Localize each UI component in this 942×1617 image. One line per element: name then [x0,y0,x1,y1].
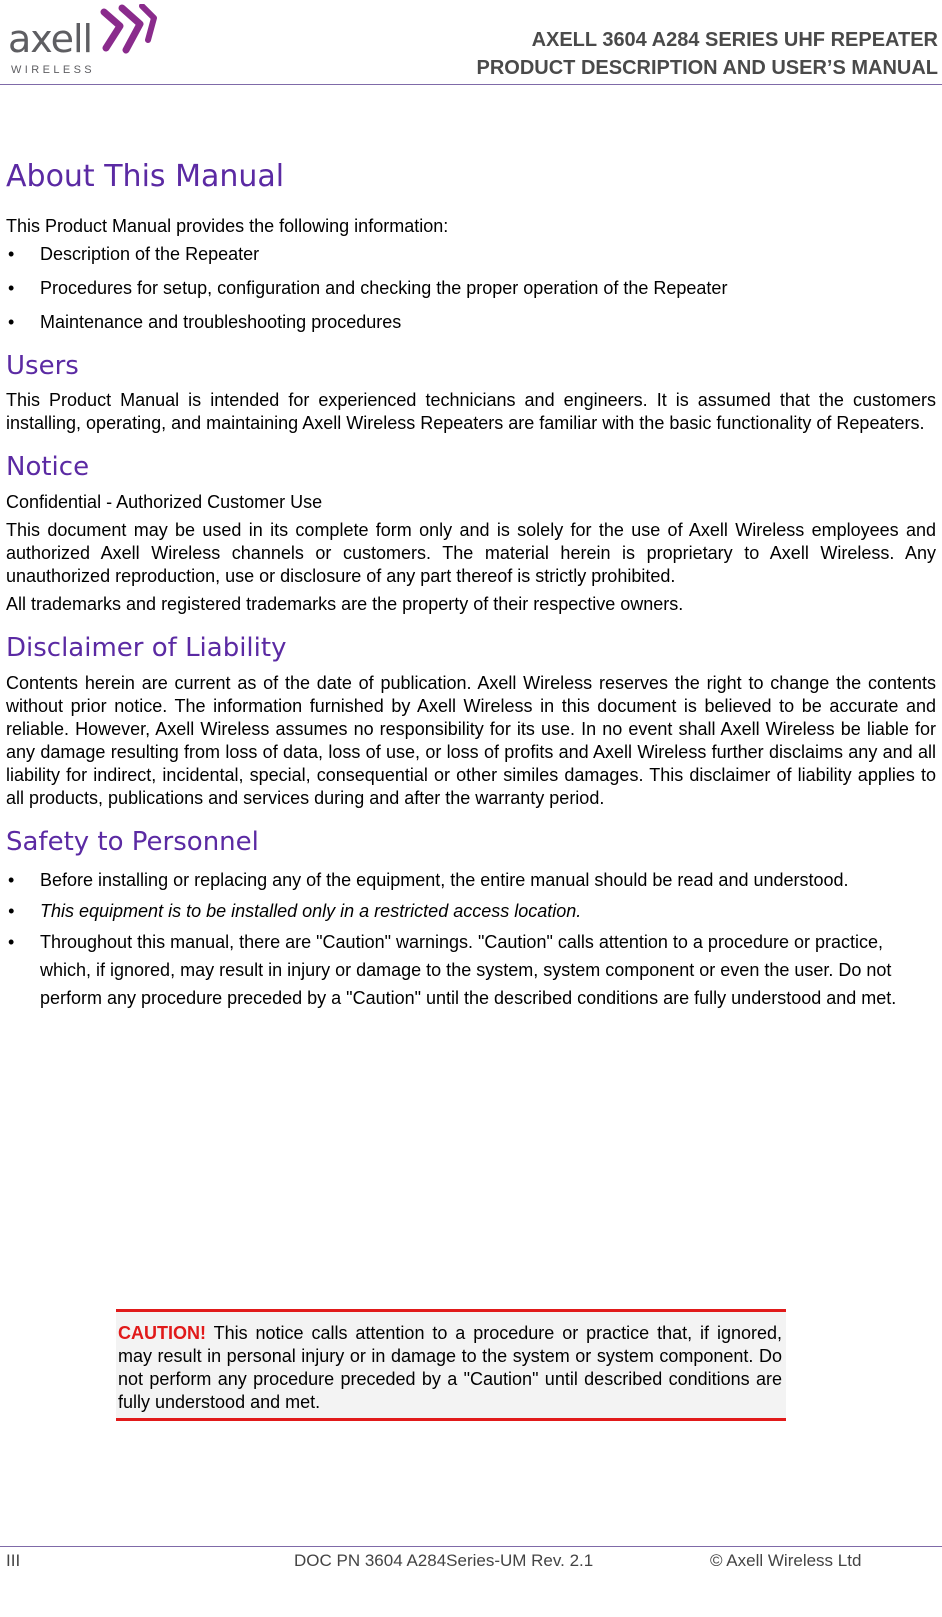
list-item: • Maintenance and troubleshooting procedures [6,311,936,334]
page-footer [0,1546,942,1617]
intro-text: This Product Manual provides the following information: [6,215,449,236]
disclaimer-heading: Disclaimer of Liability [6,633,287,664]
disclaimer-text: Contents herein are current as of the date of publication. Axell Wireless reserves the right to change the contents without prior notice. The information furnished by Axell Wireless in this document is believed to be accurate and reliable. However, Axell Wireless assumes no responsibility for its use. In no event shall Axell Wireless be liable for any damage resulting from loss of data, loss of use, or loss of profits and Axell Wireless further disclaims any and all liability for indirect, incidental, special, consequential or other similes damages. This disclaimer of liability applies to all products, publications and services during and after the warranty period. [6,673,936,809]
axell-wireless-logo [8,2,168,78]
notice-heading: Notice [6,452,90,483]
list-item: • Throughout this manual, there are "Caution" warnings. "Caution" calls attention to a procedure or practice, which, if ignored, may result in injury or damage to the system, system component or even the user. Do not perform any procedure preceded by a "Caution" until the described conditions are fully understood and met. [6,928,936,1012]
page-header [0,0,942,85]
trademark-text: All trademarks and registered trademarks are the property of their respective owners. [6,594,684,615]
users-text: This Product Manual is intended for experienced technicians and engineers. It is assumed that the customers installing, operating, and maintaining Axell Wireless Repeaters are familiar with the basic functionality of Repeaters. [6,390,936,434]
page-title: About This Manual [6,159,285,194]
caution-label: CAUTION! [118,1323,206,1343]
logo-subtitle: WIRELESS [11,64,96,76]
logo-wordmark: axell [8,17,93,61]
logo-chevrons-icon [100,4,160,56]
list-item: • Procedures for setup, configuration and checking the proper operation of the Repeater [6,277,936,300]
safety-list [6,866,936,1012]
caution-text: This notice calls attention to a procedure or practice that, if ignored, may result in personal injury or in damage to the system or system component. Do not perform any procedure preceded by a "Caution" until described conditions are fully understood and met. [118,1323,782,1412]
notice-confidential: Confidential - Authorized Customer Use [6,492,323,513]
list-item: • Before installing or replacing any of the equipment, the entire manual should be read and understood. [6,866,936,894]
page-content [6,160,936,1015]
copyright: © Axell Wireless Ltd [710,1551,862,1570]
safety-heading: Safety to Personnel [6,827,259,858]
document-number: DOC PN 3604 A284Series-UM Rev. 2.1 [294,1551,594,1570]
document-title [477,26,939,82]
document-title-line-1: AXELL 3604 A284 SERIES UHF REPEATER [531,29,938,51]
page-number: III [6,1551,21,1570]
info-list [6,243,936,334]
notice-paragraph: This document may be used in its complete form only and is solely for the use of Axell Wireless employees and authorized Axell Wireless channels or customers. The material herein is proprietary to Axell Wireless. Any unauthorized reproduction, use or disclosure of any part thereof is strictly prohibited. [6,520,936,587]
users-heading: Users [6,350,79,381]
list-item: • Description of the Repeater [6,243,936,266]
list-item: • This equipment is to be installed only in a restricted access location. [6,897,936,925]
caution-box [116,1309,786,1421]
document-title-line-2: PRODUCT DESCRIPTION AND USER’S MANUAL [476,57,938,79]
